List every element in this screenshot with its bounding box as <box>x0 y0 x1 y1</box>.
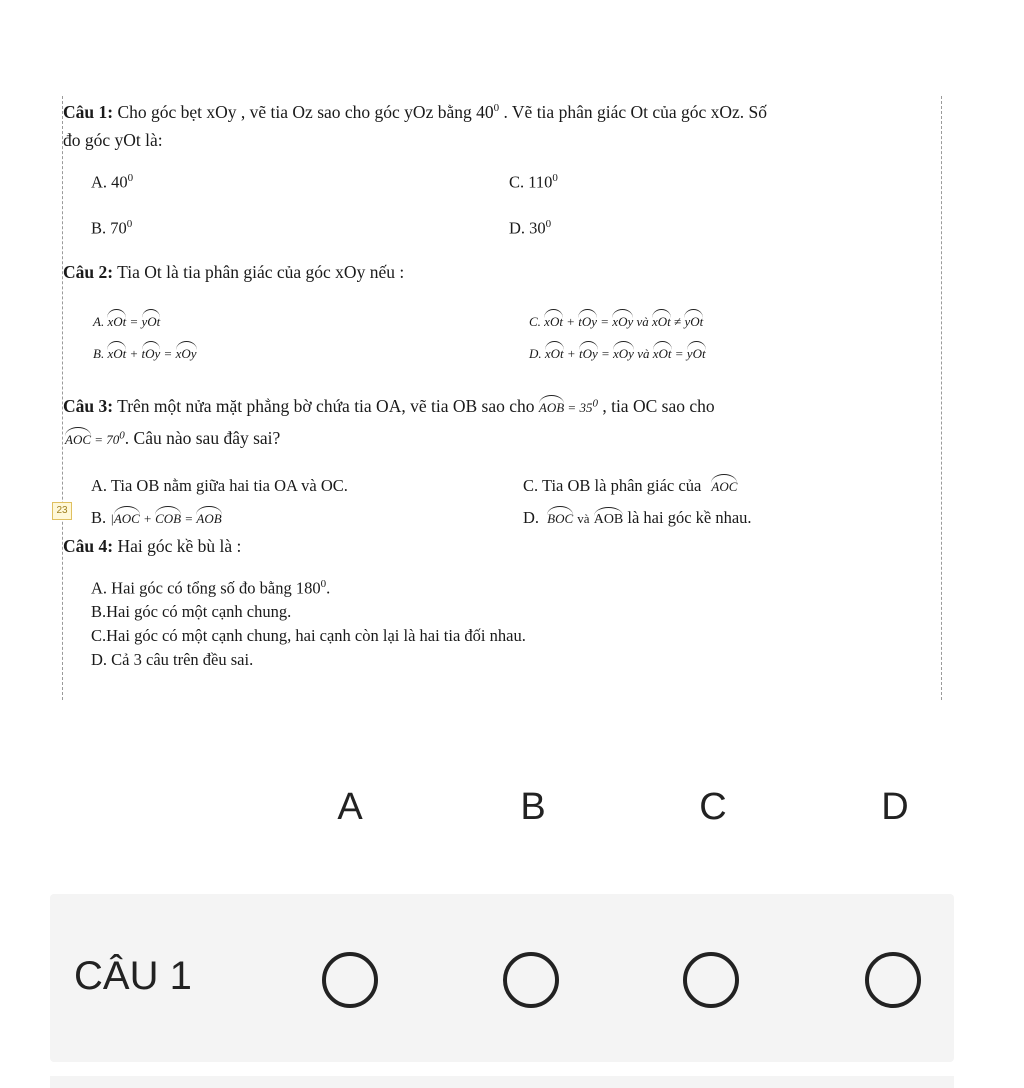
column-header-c: C <box>699 786 727 828</box>
q3-line1: Câu 3: Trên một nửa mặt phẳng bờ chứa tia OA, vẽ tia OB sao cho AOB = $35^0$ , tia OC sao cho <box>63 396 715 416</box>
q1-option-b: B. $70^0$ <box>91 218 133 238</box>
q3-label: Câu 3: <box>63 396 114 416</box>
q2-label: Câu 2: <box>63 262 114 282</box>
column-header-b: B <box>520 786 546 828</box>
q1-line2: đo góc yOt là: <box>63 130 163 150</box>
radio-cau1-d[interactable] <box>865 952 921 1008</box>
q4-option-c: C.Hai góc có một cạnh chung, hai cạnh còn lại là hai tia đối nhau. <box>91 626 526 645</box>
radio-cau1-b[interactable] <box>503 952 559 1008</box>
radio-cau1-a[interactable] <box>322 952 378 1008</box>
q3-option-b: B. |AOC + COB = AOB <box>91 508 222 527</box>
q2-line <box>63 262 404 283</box>
q3-option-d: D. BOC và AOB là hai góc kề nhau. <box>523 508 752 527</box>
q2-option-b: B. xOt + tOy = xOy <box>93 346 197 361</box>
q2-option-a: A. xOt = yOt <box>93 314 161 329</box>
q1-option-d: D. $30^0$ <box>509 218 552 238</box>
row-label: CÂU 1 <box>74 954 192 998</box>
q2-option-d: D. xOt + tOy = xOy và xOt = yOt <box>529 346 706 361</box>
column-header-a: A <box>337 786 363 828</box>
document-image <box>56 96 942 700</box>
q1-text-tail: . Vẽ tia phân giác Ot của góc xOz. Số <box>503 102 768 122</box>
q4-option-a: A. Hai góc có tổng số đo bằng $180^0$. <box>91 578 331 598</box>
q2-option-c: C. xOt + tOy = xOy và xOt ≠ yOt <box>529 314 704 329</box>
next-row-strip <box>50 1076 954 1088</box>
q3-option-c: C. Tia OB là phân giác của AOC <box>523 476 738 495</box>
q4-option-d: D. Cả 3 câu trên đều sai. <box>91 650 254 669</box>
note-marker-icon: 23 <box>52 502 72 520</box>
radio-cau1-c[interactable] <box>683 952 739 1008</box>
q1-text: Cho góc bẹt xOy , vẽ tia Oz sao cho góc yOz bằng 40 <box>117 102 494 122</box>
q3-line2: AOC = $70^0$. Câu nào sau đây sai? <box>65 428 281 448</box>
q1-line1 <box>63 102 767 123</box>
q1-degree: 0 <box>493 102 500 115</box>
q4-label: Câu 4: <box>63 536 114 556</box>
q1-option-c: C. $110^0$ <box>509 172 558 192</box>
q1-option-a: A. $40^0$ <box>91 172 134 192</box>
q4-option-b: B.Hai góc có một cạnh chung. <box>91 602 292 621</box>
q3-option-a: A. Tia OB nằm giữa hai tia OA và OC. <box>91 476 348 495</box>
answer-row-cau-1 <box>50 894 954 1062</box>
q2-text: Tia Ot là tia phân giác của góc xOy nếu : <box>117 262 405 282</box>
q4-line: Câu 4: Hai góc kề bù là : <box>63 536 242 556</box>
q1-label: Câu 1: <box>63 102 114 122</box>
column-header-d: D <box>881 786 909 828</box>
